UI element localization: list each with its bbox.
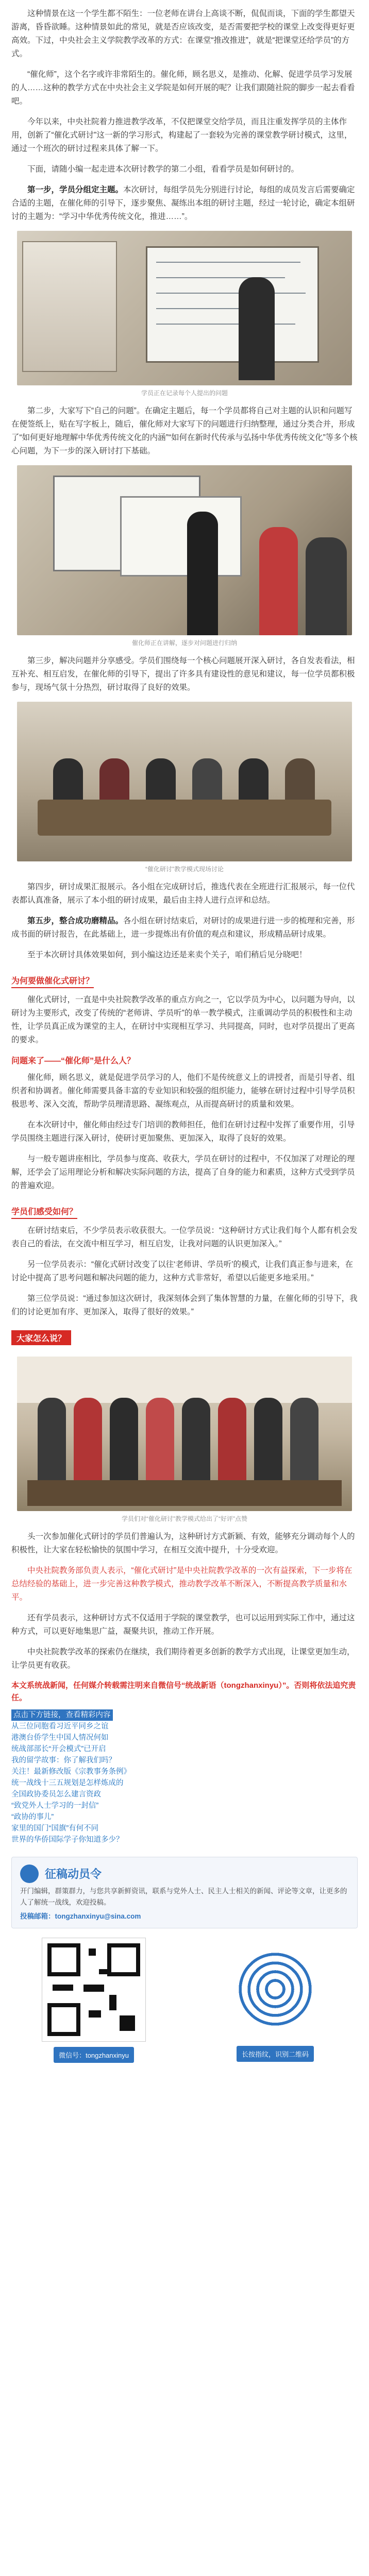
fingerprint-label: 长按指纹，识别二维码 — [237, 2046, 314, 2062]
qr-module — [109, 1995, 116, 2010]
feelings-paragraph-1: 在研讨结束后，不少学员表示收获很大。一位学员说：“这种研讨方式让我们每个人都有机会发表自己的看法，在交流中相互学习，相互启发，让我对问题的认识更加深入。” — [11, 1226, 358, 1248]
step1-text: 本次研讨，每组学员先分别进行讨论，每组的成员发言后需要确定合适的主题，在催化师的引导下，逐步聚焦、凝练出本组的研讨主题，经过一轮讨论，确定本组研讨的主题为：“学习中华优秀传统文化，推进……”。 — [11, 185, 355, 221]
intro-paragraph-1: 这种情景在这一个学生都不陌生：一位老师在讲台上高谈不断，侃侃而谈，下面的学生都望天游离，昏昏欲睡。这种情景如此的常见，就是否应该改变，是否需要把学校的课堂上改变得更好更高效。下过，中央社会主义学院教学改革的方式：在课堂“推改推进”，就是“把课堂还给学员”的方式。 — [11, 9, 355, 58]
feelings-paragraph-3: 第三位学员说：“通过参加这次研讨，我深刻体会到了集体智慧的力量，在催化师的引导下，我们的讨论更加有序、更加深入，取得了很好的效果。” — [11, 1294, 358, 1316]
step1-paragraph — [11, 183, 358, 224]
photo-whiteboard-2 — [17, 465, 352, 635]
photo4-person — [74, 1398, 102, 1485]
step5-title: 第五步，整合成功磨精品。 — [27, 917, 124, 925]
feelings-paragraph-2: 另一位学员表示：“催化式研讨改变了以往‘老师讲、学员听’的模式，让我们真正参与进来，在讨论中提高了思考问题和解决问题的能力，这种方式非常好，希望以后能更多地采用。” — [11, 1260, 354, 1282]
related-link[interactable]: 关注！最新修改版《宗教事务条例》 — [11, 1768, 131, 1776]
related-link[interactable]: “政协的事儿” — [11, 1813, 54, 1821]
qr-module — [89, 1948, 96, 1956]
banner-text: 开门编辑，群策群力，与您共享新鲜资讯，联系与党外人士、民主人士相关的新闻、评论等文章，让更多的人了解统一战线，欢迎投稿。 — [20, 1887, 347, 1906]
photo4-person — [146, 1398, 174, 1485]
qr-finder — [107, 1943, 140, 1976]
submission-email[interactable]: 投稿邮箱：tongzhanxinyu@sina.com — [20, 1912, 141, 1920]
qa1-answer: 催化师，顾名思义，就是促进学员学习的人，他们不是传统意义上的讲授者，而是引导者、组织者和协调者。催化师需要具备丰富的专业知识和较强的组织能力，能够在研讨过程中引导学员积极思考、深入交流，帮助学员理清思路、凝练观点，从而提高研讨的质量和效果。 — [11, 1073, 355, 1109]
photo2-caption: 催化师正在讲解，逐步对问题进行归纳 — [131, 639, 237, 647]
photo1-whiteboard — [146, 246, 319, 363]
photo1-caption: 学员正在记录每个人提出的问题 — [141, 389, 228, 397]
copyright-notice: 本文系统战新闻，任何媒介转载需注明来自微信号“统战新语（tongzhanxinyu）”。否则将依法追究责任。 — [11, 1681, 356, 1702]
qr-finder — [47, 2003, 80, 2036]
step3-paragraph: 第三步，解决问题并分享感受。学员们围绕每一个核心问题展开深入研讨，各自发表看法，相互补充、相互启发，在催化师的引导下，提出了许多具有建设性的意见和建议，每一位学员都积极参与，现场气氛十分热烈，研讨取得了良好的效果。 — [11, 656, 355, 692]
wechat-id-label: 微信号：tongzhanxinyu — [54, 2047, 134, 2063]
closing-paragraph-3: 还有学员表示，这种研讨方式不仅适用于学院的课堂教学，也可以运用到实际工作中，通过这种方式，可以更好地集思广益，凝聚共识，推动工作开展。 — [11, 1614, 355, 1636]
photo4-wall — [17, 1357, 352, 1403]
qa-title-catalyst: 问题来了——“催化师”是什么人？ — [11, 1057, 136, 1065]
source-block — [11, 1680, 358, 1845]
related-link[interactable]: 全国政协委员怎么建言资政 — [11, 1790, 101, 1799]
photo-discussion — [17, 702, 352, 861]
submission-banner — [11, 1857, 358, 1928]
photo-whiteboard-1 — [17, 231, 352, 385]
step5-text: 各小组在研讨结束后，对研讨的成果进行进一步的梳理和完善，形成书面的研讨报告，在此基础上，进一步提炼出有价值的观点和建议，形成精品研讨成果。 — [11, 917, 355, 939]
photo4-person — [218, 1398, 246, 1485]
step5-paragraph — [11, 914, 358, 941]
fingerprint-icon[interactable] — [224, 1938, 327, 2041]
qr-module — [89, 2010, 101, 2018]
qr-module — [53, 1985, 73, 1991]
step4-paragraph: 第四步，研讨成果汇报展示。各小组在完成研讨后，推选代表在全班进行汇报展示，每一位代表都认真准备，展示了本小组的研讨成果，最后由主持人进行点评和总结。 — [11, 883, 355, 905]
photo4-caption: 学员们对“催化研讨”教学模式给出了“好评”点赞 — [122, 1515, 247, 1522]
photo1-writing — [156, 293, 306, 294]
intro-paragraph-4: 下面，请随小编一起走进本次研讨教学的第二小组，看看学员是如何研讨的。 — [27, 165, 299, 174]
megaphone-icon — [20, 1865, 39, 1883]
qr-module — [99, 1969, 109, 1974]
related-links-header: 点击下方链接，查看精彩内容 — [11, 1709, 113, 1721]
photo2-whiteboard-2 — [120, 496, 242, 577]
qr-module — [120, 2015, 135, 2031]
closing-paragraph-4: 中央社院教学改革的探索仍在继续，我们期待着更多创新的教学方式出现，让课堂更加生动，让学员更有收获。 — [11, 1648, 355, 1670]
qr-code-box — [11, 1938, 176, 2063]
section-title-opinions: 大家怎么说？ — [11, 1330, 71, 1345]
photo2-person — [187, 512, 218, 635]
photo4-person — [254, 1398, 282, 1485]
section1-paragraph: 催化式研讨，一直是中央社院教学改革的重点方向之一，它以学员为中心，以问题为导向，以研讨为主要形式，改变了传统的“老师讲、学员听”的单一教学模式，注重调动学员的积极性和主动性，让学员真正成为课堂的主人，在研讨中实现相互学习、共同提高，同时，也对学员提出了更高的要求。 — [11, 995, 355, 1044]
fingerprint-box — [193, 1938, 358, 2063]
related-link[interactable]: 我的留学故事：你了解我们吗？ — [11, 1756, 116, 1765]
intro-paragraph-3: 今年以来，中央社院着力推进教学改革，不仅把课堂交给学员，而且注重发挥学员的主体作用，创新了“催化式研讨”这一新的学习形式，构建起了一套较为完善的课堂教学研讨模式，这里，通过一个班次的研讨过程来具体了解一下。 — [11, 117, 353, 153]
photo4-person — [290, 1398, 318, 1485]
intro-paragraph-2: “催化师”，这个名字或许非常陌生的。催化师，顾名思义，是推动、化解、促进学员学习发展的人……这种的教学方式在中央社会主义学院是如何开展的呢？让我们跟随社院的脚步一起去看看吧。 — [11, 70, 355, 106]
step2-paragraph: 第二步，大家写下“自己的问题”。在确定主题后，每一个学员都将自己对主题的认识和问题写在便签纸上，贴在写字板上，随后，催化师对大家写下的问题进行归纳整理，通过分类合并，形成了“如何更好地理解中华优秀传统文化的内涵”“如何在新时代传承与弘扬中华优秀传统文化”等多个核心问题，为下一步的深入研讨打下基础。 — [11, 406, 358, 455]
photo1-writing — [156, 277, 285, 278]
step1-title: 第一步，学员分组定主题。 — [27, 185, 124, 194]
related-link[interactable]: 从三位同胞看习近平同乡之谊 — [11, 1722, 109, 1731]
related-link[interactable]: 家里的国门“国旗”有何不同 — [11, 1824, 99, 1833]
related-link[interactable]: 港澳台侨学生中国人情况何如 — [11, 1734, 109, 1742]
photo4-person — [38, 1398, 66, 1485]
qr-row — [11, 1938, 358, 2063]
section-title-why: 为何要做催化式研讨？ — [11, 973, 94, 988]
photo3-caption: “催化研讨”教学模式现场讨论 — [145, 866, 224, 873]
photo4-person — [182, 1398, 210, 1485]
banner-title: 征稿动员令 — [45, 1868, 102, 1880]
section-title-feelings: 学员们感受如何？ — [11, 1204, 77, 1219]
photo2-person — [259, 527, 298, 635]
photo1-person — [239, 277, 275, 380]
closing-paragraph-1: 头一次参加催化式研讨的学员们普遍认为，这种研讨方式新颖、有效，能够充分调动每个人的积极性，让大家在轻松愉快的氛围中学习，在相互交流中提升，十分受欢迎。 — [11, 1532, 355, 1554]
photo1-writing — [156, 262, 300, 263]
photo4-table — [27, 1480, 342, 1506]
photo1-calligraphy — [22, 241, 117, 372]
qa1-answer-2: 在本次研讨中，催化师由经过专门培训的教师担任，他们在研讨过程中发挥了重要作用，引导学员围绕主题进行深入研讨，使研讨更加聚焦、更加深入，取得了良好的效果。 — [11, 1121, 355, 1143]
related-links — [11, 1709, 358, 1845]
related-link[interactable]: 统一战线十三五规划是怎样炼成的 — [11, 1779, 124, 1787]
after-paragraph: 至于本次研讨具体效果如何，到小编这边还是来卖个关子，咱们稍后见分晓吧！ — [27, 951, 307, 959]
photo4-person — [110, 1398, 138, 1485]
qr-finder — [47, 1943, 80, 1976]
related-link[interactable]: “致党外人士学习的一封信” — [11, 1802, 99, 1810]
qr-code-image[interactable] — [42, 1938, 146, 2042]
closing-paragraph-2: 中央社院教务部负责人表示，“催化式研讨”是中央社院教学改革的一次有益探索，下一步将在总结经验的基础上，进一步完善这种教学模式，推动教学改革不断深入，不断提高教学质量和水平。 — [11, 1566, 353, 1602]
photo3-table — [38, 800, 331, 836]
related-link[interactable]: 世界的华侨国际学子你知道多少？ — [11, 1836, 124, 1844]
photo2-person — [306, 537, 347, 635]
photo-group-thumbs-up — [17, 1357, 352, 1511]
related-link[interactable]: 统战部部长“开会模式”已开启 — [11, 1745, 106, 1753]
qr-module — [83, 1985, 104, 1992]
qa2-answer: 与一般专题讲座相比，学员参与度高、收获大，学员在研讨的过程中，不仅加深了对理论的理解，还学会了运用理论分析和解决实际问题的方法，提高了自身的能力和素质，这种方式受到学员的普遍欢迎。 — [11, 1155, 355, 1190]
